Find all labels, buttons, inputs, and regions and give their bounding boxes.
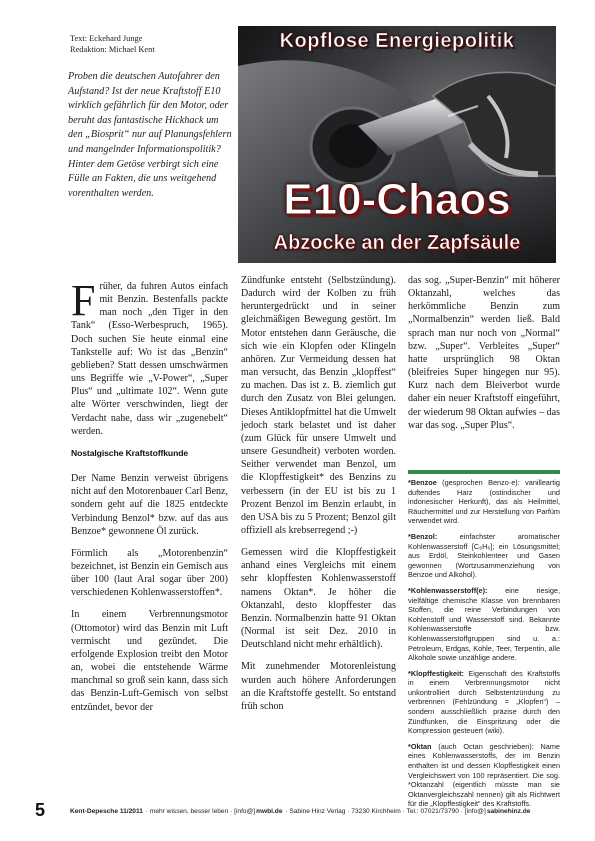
footer-slogan: · mehr wissen, besser leben · [info@] [145,808,256,815]
paragraph-text: rüher, da fuhren Autos einfach mit Benzin. Bestenfalls packte man noch „den Tiger in den Tank“ (Esso-Werbespruch, 1965). Doch suchen Sie heute einmal eine Tankstelle auf: Wo ist das „Benzin“ geblieben? Statt dessen umschwärmen uns Begriffe wie „V-Power“, „Super Plus“ und „ultimate 102“. Wenn gute alte Wörter verschwinden, liegt der Verdacht nahe, dass wir „zugenebelt“ werden. [71,281,228,437]
author-line: Text: Eckehard Junge [70,34,143,43]
glossary-entry [408,586,560,663]
article-column-1 [71,276,228,723]
glossary-term: *Oktan [408,741,432,751]
glossary-term: *Benzol: [408,531,438,541]
glossary-entry [408,742,560,809]
author-credits [70,34,235,55]
glossary-definition: Eigenschaft des Kraftstoffs in einem Verbrennungsmotor nicht unkontrolliert durch Selbstentzündung zu verbrennen (Fehlzündung = „Klopfen“) – sondern ausschließlich präzise durch den Zündfunken, die Einspritzung oder die Kompression gesteuert (wiki). [408,668,560,736]
hero-image [238,26,556,263]
page-footer [70,808,560,815]
glossary-entry [408,669,560,736]
hero-subtitle: Abzocke an der Zapfsäule [273,232,521,254]
article-column-3 [408,274,560,441]
drop-cap: F [71,276,96,325]
glossary-term: *Kohlenwasserstoff(e): [408,585,488,595]
glossary-definition: (gesprochen Benzo·e): vanilleartig duftendes Harz (ostindischer und indonesischer Herkunft), das als Heilmittel, Räuchermittel und zur Herstellung von Parfüm verwendet wird. [408,478,560,526]
glossary-definition: (auch Octan geschrieben): Name eines Kohlenwasserstoffs, der im Benzin enthalten ist und dessen Klopffestigkeit einen Vergleichswert von 100 repräsentiert. Die sog. *Oktanzahl (eigentlich müsste man sie Oktanvergleichszahl nennen) gilt als Richtwert für die „Klopffestigkeit“ des Kraftstoffs. [408,741,560,809]
glossary-box [408,470,560,815]
article-paragraph: Gemessen wird die Klopffestigkeit anhand eines Vergleichs mit einem sehr klopffesten Kohlenwasserstoff namens Oktan*. Je höher die Oktanzahl, desto klopffester das Benzin. Normalbenzin hatte 91 Oktan (Normal ist seit Dez. 2010 in Deutschland nicht mehr erhältlich). [241,547,396,651]
article-paragraph: Mit zunehmender Motorenleistung wurden auch höhere Anforderungen an die Kraftstoffe gestellt. So entstand früh schon [241,661,396,712]
section-subhead: Nostalgische Kraftstoffkunde [71,447,189,458]
glossary-term: *Benzoe [408,478,437,487]
article-paragraph: Förmlich als „Motorenbenzin“ bezeichnet, ist Benzin ein Gemisch aus über 100 (laut Aral sogar über 200) verschiedenen Kohlenwasserstoffen*. [71,547,228,599]
article-paragraph: das sog. „Super-Benzin“ mit höherer Oktanzahl, welches das herkömmliche Benzin zum „Normalbenzin“ werden ließ. Bald sprach man nur noch von „Normal“ bzw. „Super“. Verbleites „Super“ hatte ursprünglich 98 Oktan (bleifreies Super hingegen nur 95). Kurz nach dem Bleiverbot wurde daher ein neuer Kraftstoff eingeführt, der wiederum 98 Oktan aufwies – das war das sog. „Super Plus“. [408,275,560,431]
article-paragraph: Zündfunke entsteht (Selbstzündung). Dadurch wird der Kolben zu früh heruntergedrückt und in seiner gleichmäßigen Bewegung gestört. Im Motor entstehen dann Geräusche, die sich wie ein Klopfen oder Klingeln anhören. Zur Vermeidung dessen hat man versucht, das Benzin „klopffest“ zu machen. Das ist z. B. ziemlich gut durch den Zusatz von Blei gelungen. Dieses Antiklopfmittel hat die Umwelt jedoch stark belastet und ist daher (zum Glück für unsere Umwelt und unsere Gesundheit) verboten worden. Seither verwendet man Benzol, um die Klopffestigkeit* des Benzins zu verbessern (in der EU ist bis zu 1 Prozent Benzol im Benzin erlaubt, in den USA bis zu 5 Prozent; Benzol gilt offiziell als krebserregend ;-) [241,275,396,536]
glossary-entry [408,478,560,526]
article-paragraph: In einem Verbrennungsmotor (Ottomotor) wird das Benzin mit Luft vermischt und gezündet. Die erfolgende Explosion treibt den Motor an, wobei die entstehende Wärme manchmal so groß sein kann, dass sich das Benzin-Luft-Gemisch von selbst entzündet, bevor der [71,609,228,713]
glossary-definition: einfachster aromatischer Kohlenwasserstoff [C₆H₆]; ein Lösungsmittel; aus Erdöl, Steinkohlenteer und Gasen gewonnen (Wortzusammenziehung von Benzoe und Alkohol). [408,531,560,580]
glossary-entry [408,532,560,580]
footer-link-mwbl[interactable]: mwbl.de [256,808,283,815]
article-paragraph [71,276,228,438]
page-number: 5 [35,800,46,820]
article-column-2 [241,274,396,722]
article-paragraph: Der Name Benzin verweist übrigens nicht auf den Motorenbauer Carl Benz, sondern geht auf die 1825 entdeckte Verbindung Benzol* bzw. auf das aus Benzoe* gewonnene Öl zurück. [71,473,228,537]
hero-top-title: Kopflose Energiepolitik [279,30,515,52]
intro-teaser: Proben die deutschen Autofahrer den Aufstand? Ist der neue Kraftstoff E10 wirklich gefährlich für den Motor, oder beruht das fantastische Hickhack um den „Biosprit“ nur auf Planungsfehlern und mangelnder Informationspolitik? Hinter dem Getöse verbirgt sich eine Fülle an Fakten, die uns weitgehend vorenthalten werden. [68,71,232,199]
fuel-nozzle-illustration [238,26,556,263]
hero-main-title: E10-Chaos [283,175,511,224]
publication-name: Kent-Depesche 11/2011 [70,808,143,815]
footer-link-sabinehinz[interactable]: sabinehinz.de [486,808,531,815]
footer-publisher: · Sabine Hinz Verlag · 73230 Kirchheim · Tel.: 07021/73790 · [info@] [285,808,486,815]
glossary-term: *Klopffestigkeit: [408,668,464,678]
editor-line: Redaktion: Michael Kent [70,44,155,54]
glossary-definition: eine riesige, vielfältige chemische Klasse von brennbaren Stoffen, die reine Verbindungen von Kohlenstoff und Wasserstoff sind. Bekannte Kohlenwasserstoffe bzw. Kohlenwasserstoffgruppen sind u. a.: Petroleum, Erdgas, Kohle, Teer, Terpentin, alle Alkohole sowie unzählige andere. [408,585,560,663]
